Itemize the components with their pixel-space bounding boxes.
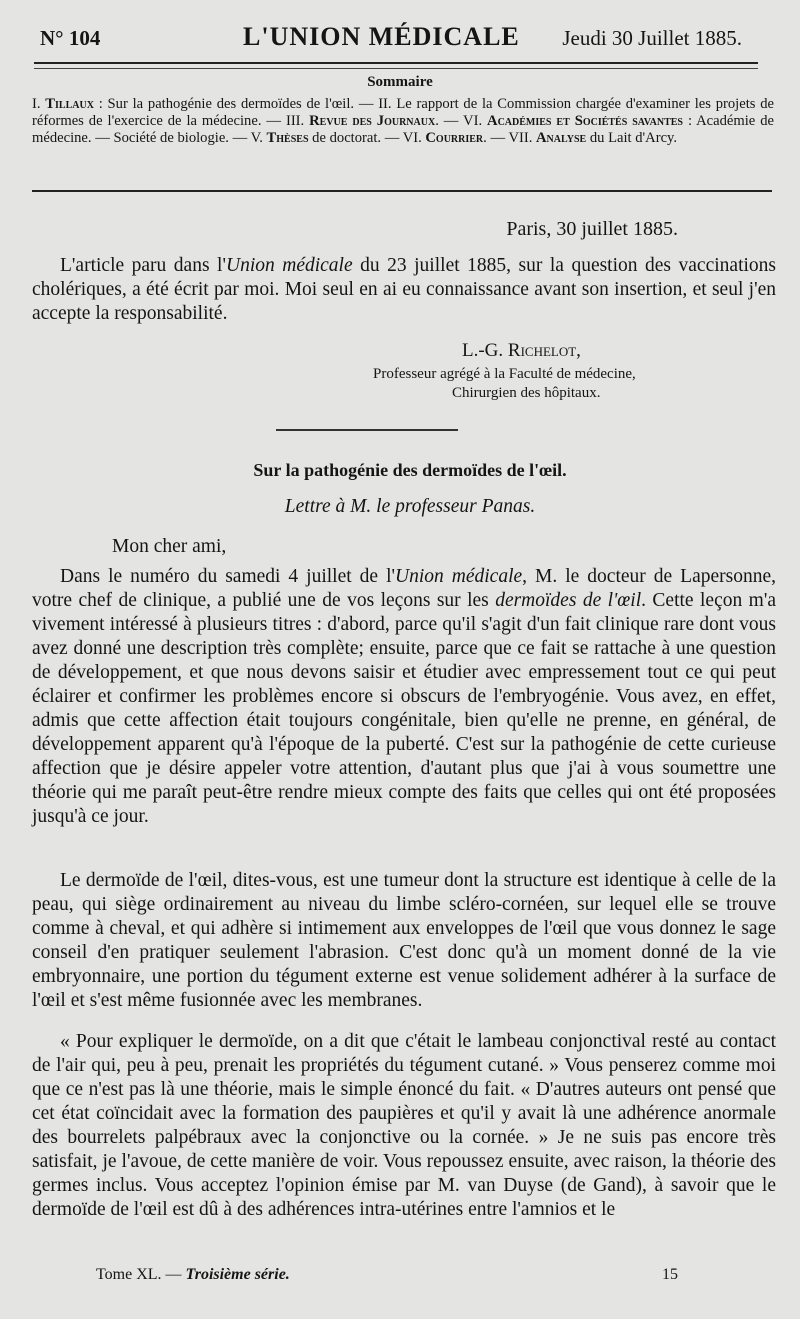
footer-volume: Tome XL. — Troisième série.	[96, 1266, 290, 1283]
signature-title: Professeur agrégé à la Faculté de médecine,	[373, 366, 636, 382]
sommaire-label: Analyse	[536, 130, 587, 146]
section-divider	[276, 429, 458, 431]
header-rule-thin	[34, 68, 758, 69]
body-paragraph: Dans le numéro du samedi 4 juillet de l'Union médicale, M. le docteur de Lapersonne, votre chef de clinique, a publié une de vos leçons sur les dermoïdes de l'œil. Cette leçon m'a vivement intéressé à plusieurs titres : d'abord, parce qu'il s'agit d'un fait clinique rare dont vous avez donné une description très complète; ensuite, parce que ce fait se rattache à une question de développement, et que nous devons saisir et étudier avec empressement tout ce qui peut éclairer et confirmer les problèmes encore si obscurs de l'embryogénie. Vous avez, en effet, admis que cette affection était toujours congénitale, bien qu'elle ne prenne, en général, de développement apparent qu'à l'époque de la puberté. C'est sur la pathogénie de cette curieuse affection que je désire appeler votre attention, d'autant plus que j'ai à vous soumettre une théorie qui me paraît peut-être rendre mieux compte des faits que celles qui ont été proposées jusqu'à ce jour.	[32, 566, 777, 827]
sommaire-label: Courrier	[425, 130, 484, 146]
sommaire-label: Académies et Sociétés savantes	[487, 113, 683, 129]
journal-title: L'UNION MÉDICALE	[243, 22, 520, 51]
notice-paragraph: L'article paru dans l'Union médicale du 23 juillet 1885, sur la question des vaccinations cholériques, a été écrit par moi. Moi seul en ai eu connaissance avant son insertion, et seul j'en accepte la responsabilité.	[32, 255, 776, 324]
page-header	[40, 22, 742, 56]
issue-number: N° 104	[40, 26, 101, 50]
body-paragraph: Le dermoïde de l'œil, dites-vous, est une tumeur dont la structure est identique à celle de la peau, qui siège ordinairement au niveau du limbe scléro-cornéen, sur lequel elle se trouve comme à cheval, et qui adhère si intimement aux enveloppes de l'œil que vous donnez le sage conseil d'en pratiquer seulement l'abrasion. C'est donc qu'à un moment donné de la vie embryonnaire, une portion du tégument externe est venue solidement adhérer à la surface de l'œil et s'est même fusionnée avec les membranes.	[32, 870, 776, 1011]
article-subtitle: Lettre à M. le professeur Panas.	[284, 496, 536, 517]
sommaire-label: Revue des Journaux	[309, 113, 436, 129]
page-number: 15	[662, 1266, 678, 1283]
article-title: Sur la pathogénie des dermoïdes de l'œil.	[253, 460, 567, 480]
sommaire-contents: I. Tillaux : Sur la pathogénie des dermoïdes de l'œil. — II. Le rapport de la Commission chargée d'examiner les projets de réformes de l'exercice de la médecine. — III. Revue des Journaux. — VI. Académies et Sociétés savantes : Académie de médecine. — Société de biologie. — V. Thèses de doctorat. — VI. Courrier. — VII. Analyse du Lait d'Arcy.	[32, 96, 774, 146]
header-rule	[34, 62, 758, 64]
signature-name: L.-G. Richelot,	[462, 340, 581, 361]
sommaire-title: Sommaire	[367, 74, 433, 90]
sommaire-label: Thèses	[266, 130, 309, 146]
dateline: Paris, 30 juillet 1885.	[506, 218, 678, 240]
sommaire-rule	[32, 190, 772, 192]
signature-title-2: Chirurgien des hôpitaux.	[452, 385, 601, 401]
body-paragraph: « Pour expliquer le dermoïde, on a dit que c'était le lambeau conjonctival resté au contact de l'air qui, peu à peu, prenait les propriétés du tégument cutané. » Vous penserez comme moi que ce n'est pas là une théorie, mais le simple énoncé du fait. « D'autres auteurs ont pensé que cet état coïncidait avec la formation des paupières et qu'il y avait là une adhérence anormale des bourrelets palpébraux avec la conjonctive ou la cornée. » Je ne suis pas encore très satisfait, je l'avoue, de cette manière de voir. Vous repoussez ensuite, avec raison, la théorie des germes inclus. Vous acceptez l'opinion émise par M. van Duyse (de Gand), à savoir que le dermoïde de l'œil est dû à des adhérences intra-utérines entre l'amnios et le	[32, 1031, 776, 1220]
sommaire-label: Tillaux	[45, 96, 94, 112]
issue-date: Jeudi 30 Juillet 1885.	[562, 26, 742, 50]
salutation: Mon cher ami,	[112, 536, 227, 557]
